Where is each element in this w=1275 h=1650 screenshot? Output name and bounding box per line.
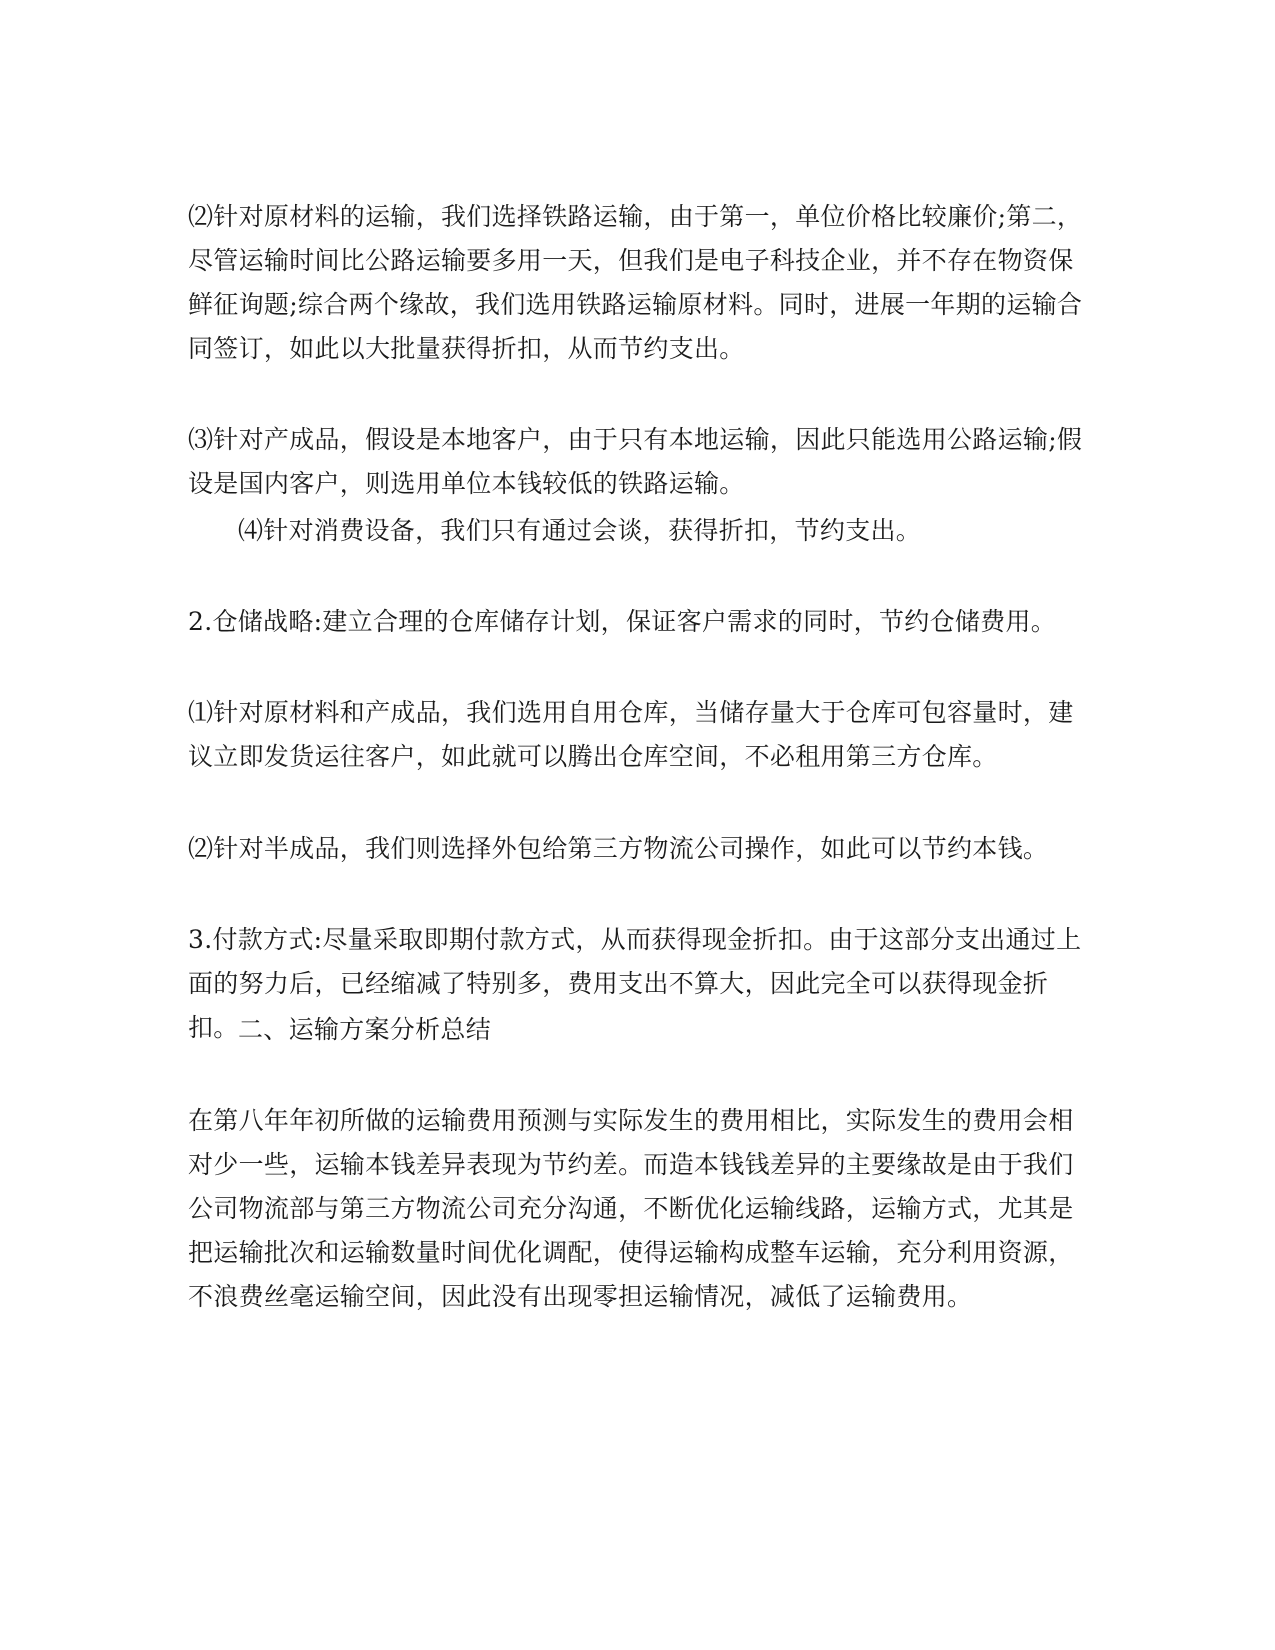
paragraph-semi-finished: ⑵针对半成品，我们则选择外包给第三方物流公司操作，如此可以节约本钱。 [188, 834, 1049, 863]
paragraph-payment-method: 3.付款方式:尽量采取即期付款方式，从而获得现金折扣。由于这部分支出通过上面的努力后，已经缩减了特别多，费用支出不算大，因此完全可以获得现金折扣。 [188, 925, 1082, 1042]
paragraph-finished-goods: ⑶针对产成品，假设是本地客户，由于只有本地运输，因此只能选用公路运输;假设是国内客户，则选用单位本钱较低的铁路运输。 [188, 425, 1083, 498]
section-heading-summary: 二、运输方案分析总结 [238, 1015, 492, 1044]
paragraph-warehouse-strategy: 2.仓储战略:建立合理的仓库储存计划，保证客户需求的同时，节约仓储费用。 [188, 607, 1057, 636]
paragraph-summary: 在第八年年初所做的运输费用预测与实际发生的费用相比，实际发生的费用会相对少一些，运输本钱差异表现为节约差。而造本钱钱差异的主要缘故是由于我们公司物流部与第三方物流公司充分沟通，不断优化运输线路，运输方式，尤其是把运输批次和运输数量时间优化调配，使得运输构成整车运输，充分利用资源，不浪费丝毫运输空间，因此没有出现零担运输情况，减低了运输费用。 [188, 1106, 1074, 1311]
paragraph-rail-transport: ⑵针对原材料的运输，我们选择铁路运输，由于第一，单位价格比较廉价;第二，尽管运输时间比公路运输要多用一天，但我们是电子科技企业，并不存在物资保鲜征询题;综合两个缘故，我们选用铁路运输原材料。同时，进展一年期的运输合同签订，如此以大批量获得折扣，从而节约支出。 [188, 202, 1083, 363]
paragraph-equipment: ⑷针对消费设备，我们只有通过会谈，获得折扣，节约支出。 [238, 516, 922, 545]
paragraph-own-warehouse: ⑴针对原材料和产成品，我们选用自用仓库，当储存量大于仓库可包容量时，建议立即发货运往客户，如此就可以腾出仓库空间，不必租用第三方仓库。 [188, 698, 1074, 771]
